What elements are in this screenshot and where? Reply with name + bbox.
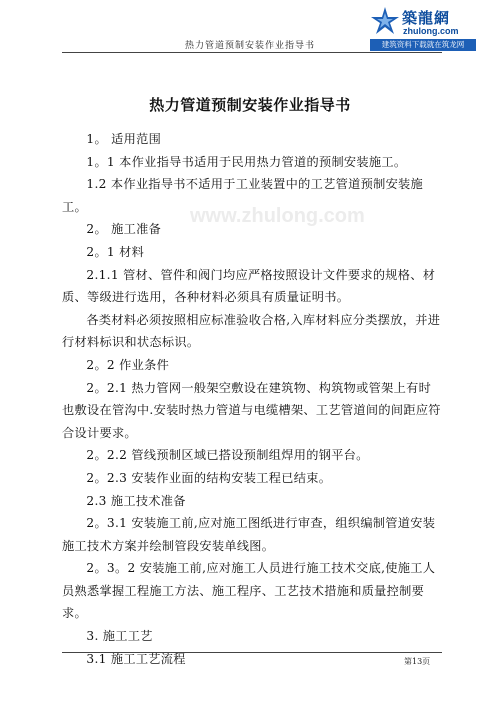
page-number: 第13页 bbox=[404, 657, 431, 666]
paragraph: 2。1 材料 bbox=[86, 244, 145, 259]
document-title: 热力管道预制安装作业指导书 bbox=[149, 96, 351, 114]
logo-star-icon bbox=[370, 6, 400, 36]
paragraph: 2。3.1 安装施工前,应对施工图纸进行审查，组织编制管道安装施工技术方案并绘制管段安装单线图。 bbox=[62, 516, 436, 553]
watermark: www.zhulong.com bbox=[190, 205, 365, 227]
paragraph: 2。2.2 管线预制区域已搭设预制组焊用的钢平台。 bbox=[86, 448, 369, 463]
paragraph: 2。2 作业条件 bbox=[86, 357, 170, 372]
running-header: 热力管道预制安装作业指导书 bbox=[184, 41, 315, 51]
paragraph: 2。2.3 安装作业面的结构安装工程已结束。 bbox=[86, 470, 332, 485]
footer-divider bbox=[62, 652, 442, 653]
paragraph: 1。 适用范围 bbox=[86, 132, 162, 146]
zhulong-logo bbox=[370, 4, 476, 52]
paragraph: 各类材料必须按照相应标准验收合格,入库材料应分类摆放，并进行材料标识和状态标识。 bbox=[62, 312, 441, 350]
document-body bbox=[62, 128, 442, 670]
logo-slogan: 建筑资料下载就在筑龙网 bbox=[370, 39, 476, 51]
paragraph: 2。 施工准备 bbox=[86, 222, 162, 237]
paragraph: 2.1.1 管材、管件和阀门均应严格按照设计文件要求的规格、材质、等级进行选用，各种材料必须具有质量证明书。 bbox=[62, 267, 436, 305]
paragraph: 3. 施工工艺 bbox=[86, 629, 153, 644]
logo-domain: zhulong.com bbox=[403, 26, 459, 36]
paragraph: 1.2 本作业指导书不适用于工业装置中的工艺管道预制安装施工。 bbox=[62, 177, 424, 214]
paragraph: 2。2.1 热力管网一般架空敷设在建筑物、构筑物或管架上有时也敷设在管沟中.安装时热力管道与电缆槽架、工艺管道间的间距应符合设计要求。 bbox=[62, 380, 441, 440]
paragraph: 1。1 本作业指导书适用于民用热力管道的预制安装施工。 bbox=[86, 154, 407, 169]
header-divider bbox=[62, 52, 442, 53]
paragraph: 2.3 施工技术准备 bbox=[86, 493, 186, 508]
logo-name: 築龍網 bbox=[402, 9, 451, 27]
paragraph: 2。3。2 安装施工前,应对施工人员进行施工技术交底,使施工人员熟悉掌握工程施工方法、施工程序、工艺技术措施和质量控制要求。 bbox=[62, 561, 436, 621]
paragraph: 3.1 施工工艺流程 bbox=[86, 651, 186, 666]
